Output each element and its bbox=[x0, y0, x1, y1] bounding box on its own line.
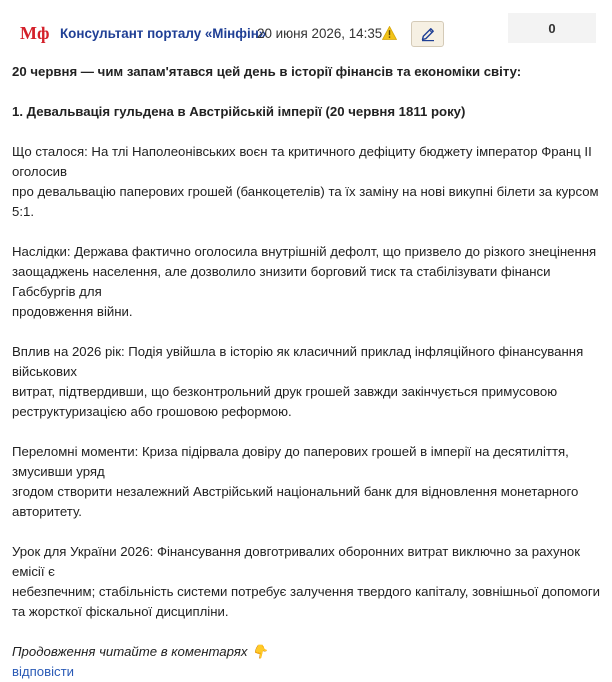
author-name[interactable]: Консультант порталу «Мінфін» bbox=[60, 26, 267, 41]
paragraph-what-happened bbox=[12, 142, 608, 222]
continue-note bbox=[12, 642, 608, 662]
pencil-icon bbox=[420, 26, 436, 42]
reply-link[interactable]: відповісти bbox=[12, 664, 75, 679]
paragraph-consequences bbox=[12, 242, 608, 322]
post-intro: 20 червня — чим запам'ятався цей день в історії фінансів та економіки світу: bbox=[12, 64, 522, 79]
text-line: згодом створити незалежний Австрійський національний банк для відновлення монетарного авторитету. bbox=[12, 484, 579, 519]
text-line: Переломні моменти: Криза підірвала довіру до паперових грошей в імперії на десятиліття, змусивши уряд bbox=[12, 444, 569, 479]
minfin-logo bbox=[19, 22, 49, 44]
text-line: продовження війни. bbox=[12, 304, 133, 319]
text-line: про девальвацію паперових грошей (банкоцетелів) та їх заміну на нові викупні білети за курсом 5:1. bbox=[12, 184, 599, 219]
event-heading: 1. Девальвація гульдена в Австрійській імперії (20 червня 1811 року) bbox=[12, 104, 466, 119]
text-line: Урок для України 2026: Фінансування довготривалих оборонних витрат виключно за рахунок емісії є bbox=[12, 544, 581, 579]
minfin-logo-icon bbox=[19, 22, 49, 44]
post-date: 20 июня 2026, 14:35 bbox=[257, 26, 383, 41]
pointing-down-icon: 👇 bbox=[251, 644, 268, 659]
paragraph-turning-points bbox=[12, 442, 608, 522]
text-line: небезпечним; стабільність системи потребує залучення твердого капіталу, зовнішньої допомоги bbox=[12, 584, 601, 599]
post-header bbox=[0, 0, 612, 60]
warning-icon[interactable] bbox=[382, 26, 397, 40]
paragraph-impact bbox=[12, 342, 608, 422]
post-body bbox=[12, 62, 608, 682]
text-line: Що сталося: На тлі Наполеонівських воєн та критичного дефіциту бюджету імператор Франц II оголосив bbox=[12, 144, 592, 179]
text-line: реструктуризацією або грошовою реформою. bbox=[12, 404, 292, 419]
text-line: Вплив на 2026 рік: Подія увійшла в історію як класичний приклад інфляційного фінансування військових bbox=[12, 344, 584, 379]
text-line: витрат, підтвердивши, що безконтрольний друк грошей завжди закінчується примусовою bbox=[12, 384, 558, 399]
paragraph-lesson bbox=[12, 542, 608, 622]
text-line: Наслідки: Держава фактично оголосила внутрішній дефолт, що призвело до різкого знецінення bbox=[12, 244, 597, 259]
text-line: заощаджень населення, але дозволило знизити борговий тиск та стабілізувати фінанси Габсбургів для bbox=[12, 264, 551, 299]
rating-counter: 0 bbox=[508, 13, 596, 43]
logo-text: Мф bbox=[20, 23, 49, 43]
edit-button[interactable] bbox=[411, 21, 444, 47]
reply-row bbox=[12, 662, 608, 682]
text-line: та жорсткої фіскальної дисципліни. bbox=[12, 604, 229, 619]
continue-text: Продовження читайте в коментарях bbox=[12, 644, 248, 659]
